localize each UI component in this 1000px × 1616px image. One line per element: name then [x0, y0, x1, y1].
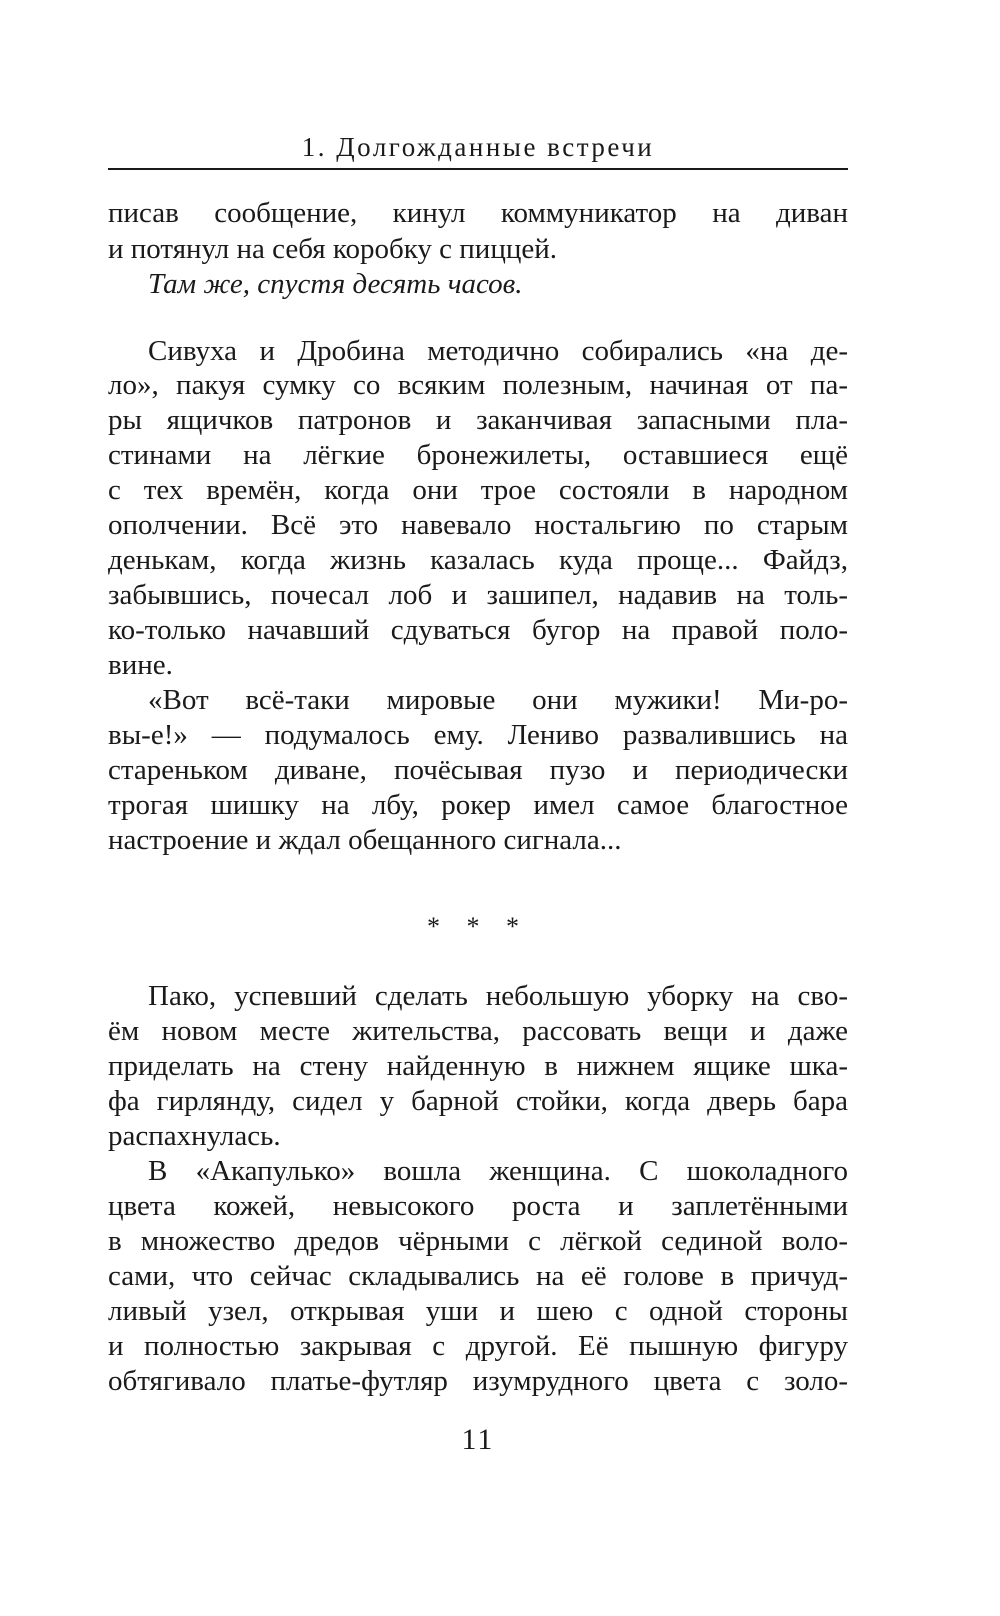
text-line: вы-е!» — подумалось ему. Лениво развалившись на — [108, 719, 848, 751]
text-line: фа гирлянду, сидел у барной стойки, когда дверь бара — [108, 1085, 848, 1117]
text-line: приделать на стену найденную в нижнем ящике шка- — [108, 1050, 848, 1082]
text-line: «Вот всё-таки мировые они мужики! Ми-ро- — [148, 684, 848, 716]
section-separator: * * * — [427, 912, 529, 941]
text-line: ливый узел, открывая уши и шею с одной стороны — [108, 1295, 848, 1327]
text-line: ло», пакуя сумку со всяким полезным, начиная от па- — [108, 369, 848, 401]
text-line: ём новом месте жительства, рассовать вещи и даже — [108, 1015, 848, 1047]
text-line: и полностью закрывая с другой. Её пышную фигуру — [108, 1330, 848, 1362]
text-line: в множество дредов чёрными с лёгкой сединой воло- — [108, 1225, 848, 1257]
header-rule — [108, 168, 848, 170]
text-line-italic: Там же, спустя десять часов. — [148, 268, 523, 300]
text-line: с тех времён, когда они трое состояли в народном — [108, 474, 848, 506]
text-line: Пако, успевший сделать небольшую уборку на сво- — [148, 980, 848, 1012]
running-header: 1. Долгожданные встречи — [301, 132, 655, 162]
page-number: 11 — [461, 1423, 495, 1456]
text-line: писав сообщение, кинул коммуникатор на диван — [108, 197, 848, 229]
text-line: распахнулась. — [108, 1120, 281, 1152]
text-line: денькам, когда жизнь казалась куда проще... Файдз, — [108, 544, 848, 576]
text-line: и потянул на себя коробку с пиццей. — [108, 233, 558, 265]
text-line: вине. — [108, 649, 173, 681]
text-line: забывшись, почесал лоб и зашипел, надавив на толь- — [108, 579, 848, 611]
text-line: трогая шишку на лбу, рокер имел самое благостное — [108, 789, 848, 821]
text-line: стинами на лёгкие бронежилеты, оставшиеся ещё — [108, 439, 848, 471]
text-line: стареньком диване, почёсывая пузо и периодически — [108, 754, 848, 786]
text-line: цвета кожей, невысокого роста и заплетёнными — [108, 1190, 848, 1222]
text-line: ополчении. Всё это навевало ностальгию по старым — [108, 509, 848, 541]
text-line: ры ящичков патронов и заканчивая запасными пла- — [108, 404, 848, 436]
text-line: Сивуха и Дробина методично собирались «на де- — [148, 335, 848, 367]
text-line: В «Акапулько» вошла женщина. С шоколадного — [148, 1155, 848, 1187]
text-line: сами, что сейчас складывались на её голове в причуд- — [108, 1260, 848, 1292]
text-line: обтягивало платье-футляр изумрудного цвета с золо- — [108, 1365, 848, 1397]
text-line: настроение и ждал обещанного сигнала... — [108, 824, 622, 856]
text-line: ко-только начавший сдуваться бугор на правой поло- — [108, 614, 848, 646]
